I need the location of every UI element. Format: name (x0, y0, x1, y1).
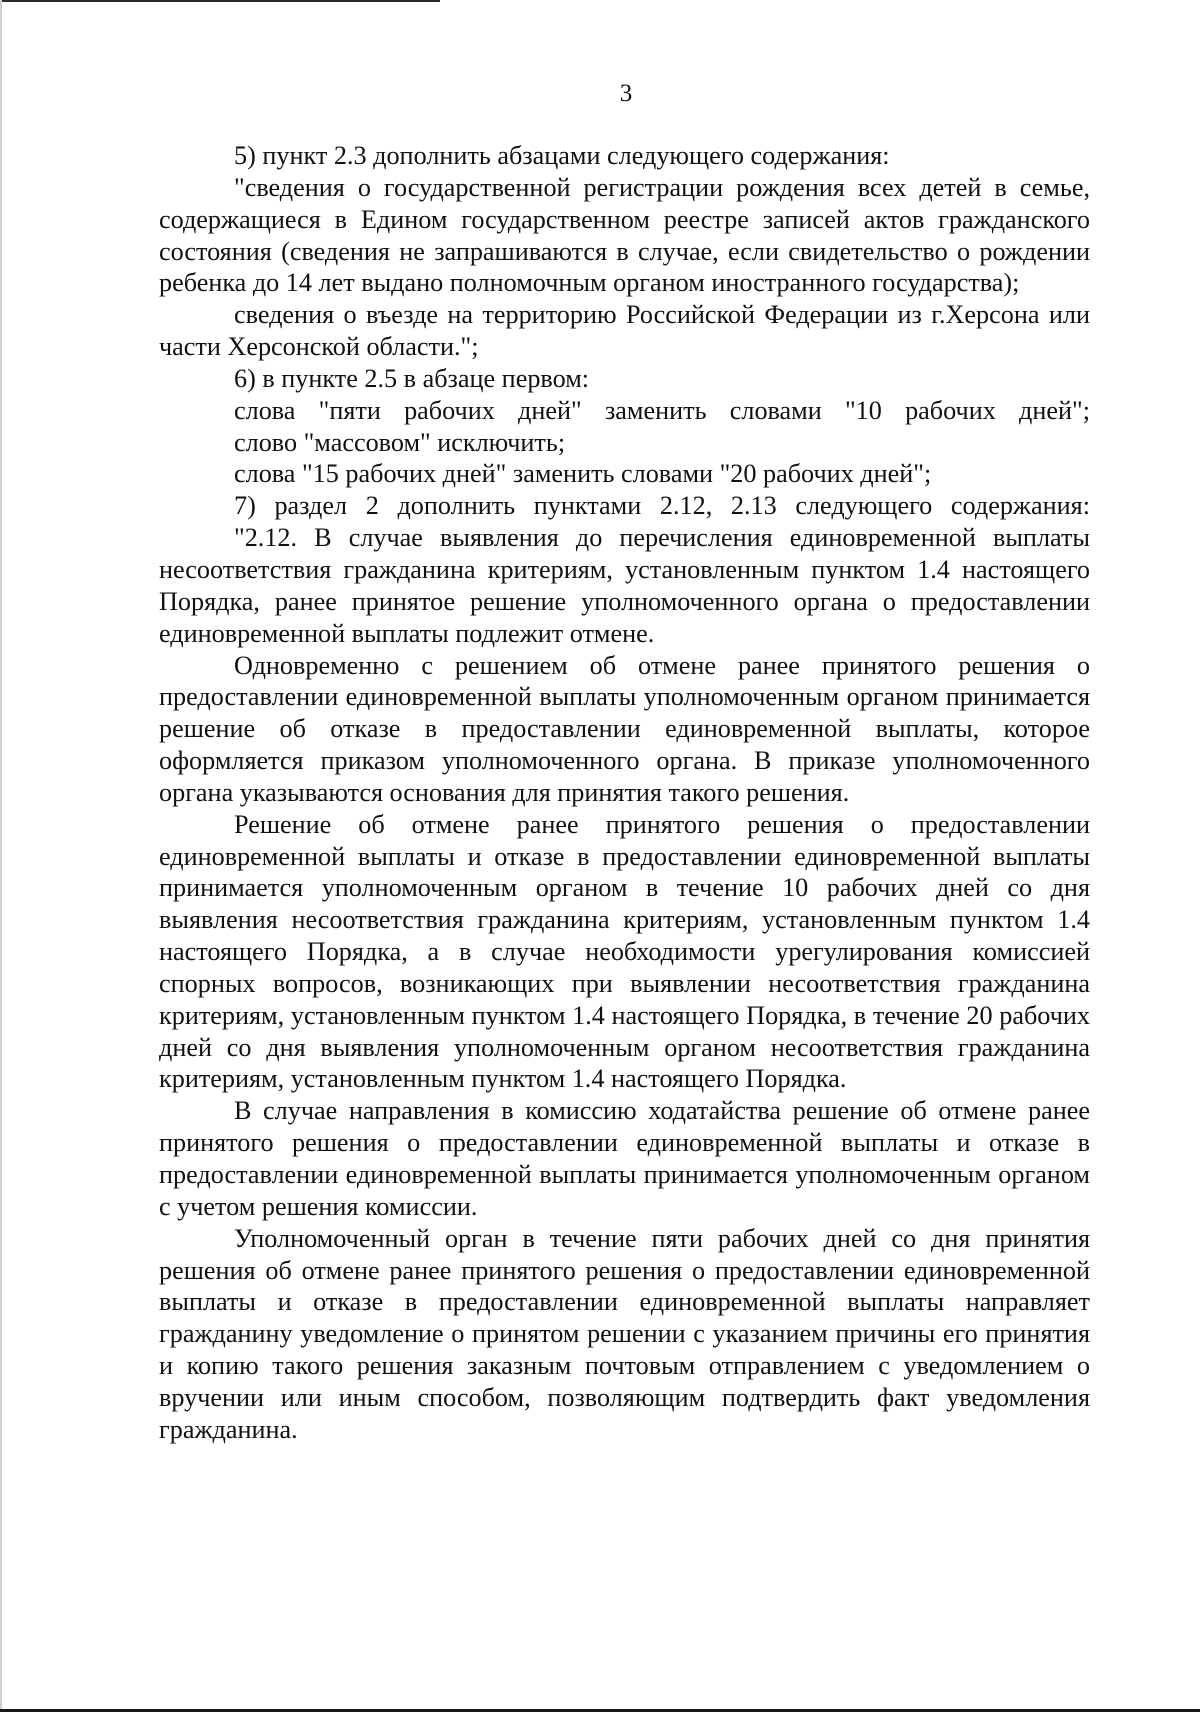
paragraph-item-6: 6) в пункте 2.5 в абзаце первом: (234, 363, 590, 393)
scan-edge-left (0, 0, 2, 1712)
scan-edge-top (0, 0, 440, 2)
paragraph-replace-five-days: слова "пяти рабочих дней" заменить словами "10 рабочих дней"; (234, 395, 1090, 425)
paragraph-decision-terms: Решение об отмене ранее принятого решения о предоставлении единовременной выплаты и отказе в предоставлении единовременной выплаты принимается уполномоченным органом в течение 10 рабочих дней со дня выявления несоответствия гражданина критериям, установленным пунктом 1.4 настоящего Порядка, а в случае необходимости урегулирования комиссией спорных вопросов, возникающих при выявлении несоответствия гражданина критериям, установленным пунктом 1.4 настоящего Порядка, в течение 20 рабочих дней со дня выявления уполномоченным органом несоответствия гражданина критериям, установленным пунктом 1.4 настоящего Порядка. (159, 809, 1090, 1094)
document-body (159, 140, 1090, 1446)
paragraph-clause-2-12: "2.12. В случае выявления до перечисления единовременной выплаты несоответствия гражданина критериям, установленным пунктом 1.4 настоящего Порядка, ранее принятое решение уполномоченного органа о предоставлении единовременной выплаты подлежит отмене. (159, 523, 1090, 648)
page-number: 3 (619, 80, 633, 107)
paragraph-exclude-word: слово "массовом" исключить; (234, 427, 566, 457)
paragraph-item-7: 7) раздел 2 дополнить пунктами 2.12, 2.13 следующего содержания: (234, 491, 1090, 521)
paragraph-commission-petition: В случае направления в комиссию ходатайства решение об отмене ранее принятого решения о предоставлении единовременной выплаты и отказе в предоставлении единовременной выплаты принимается уполномоченным органом с учетом решения комиссии. (159, 1096, 1090, 1221)
paragraph-item-5: 5) пункт 2.3 дополнить абзацами следующего содержания: (234, 141, 890, 170)
paragraph-new-abzac-birth-records: "сведения о государственной регистрации рождения всех детей в семье, содержащиеся в Едином государственном реестре записей актов гражданского состояния (сведения не запрашиваются в случае, если свидетельство о рождении ребенка до 14 лет выдано полномочным органом иностранного государства); (159, 172, 1090, 298)
paragraph-replace-fifteen-days: слова "15 рабочих дней" заменить словами "20 рабочих дней"; (234, 459, 932, 489)
paragraph-simultaneous-decision: Одновременно с решением об отмене ранее принятого решения о предоставлении единовременной выплаты уполномоченным органом принимается решение об отказе в предоставлении единовременной выплаты, которое оформляется приказом уполномоченного органа. В приказе уполномоченного органа указываются основания для принятия такого решения. (159, 650, 1090, 807)
paragraph-new-abzac-entry-info: сведения о въезде на территорию Российской Федерации из г.Херсона или части Херсонской области."; (159, 300, 1090, 362)
paragraph-notification: Уполномоченный орган в течение пяти рабочих дней со дня принятия решения об отмене ранее принятого решения о предоставлении единовременной выплаты и отказе в предоставлении единовременной выплаты направляет гражданину уведомление о принятом решении с указанием причины его принятия и копию такого решения заказным почтовым отправлением с уведомлением о вручении или иным способом, позволяющим подтвердить факт уведомления гражданина. (159, 1223, 1090, 1444)
